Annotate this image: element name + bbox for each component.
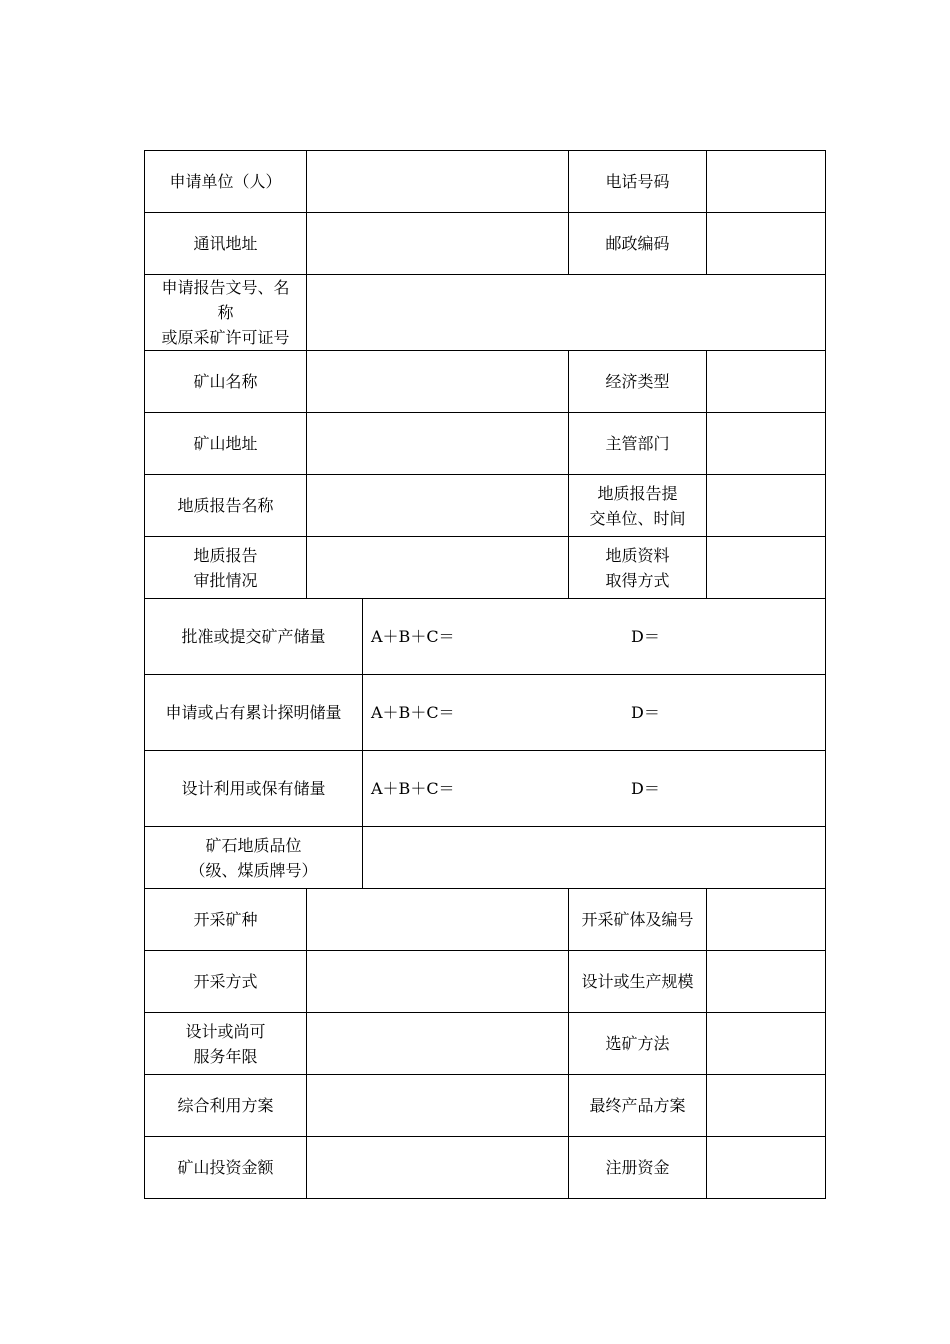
mining-application-table: [144, 150, 826, 1199]
applicant-label: 申请单位（人）: [145, 151, 307, 213]
row-investment: [145, 1137, 826, 1199]
utilization-label: 综合利用方案: [145, 1075, 307, 1137]
geo-report-name-label: 地质报告名称: [145, 475, 307, 537]
investment-label: 矿山投资金额: [145, 1137, 307, 1199]
geo-data-source-field[interactable]: [707, 537, 826, 599]
economy-type-field[interactable]: [707, 351, 826, 413]
geo-report-review-field[interactable]: [307, 537, 569, 599]
orebody-label: 开采矿体及编号: [569, 889, 707, 951]
mine-name-field[interactable]: [307, 351, 569, 413]
row-approved-reserves: [145, 599, 826, 675]
dressing-method-label: 选矿方法: [569, 1013, 707, 1075]
row-geo-report-review: [145, 537, 826, 599]
service-life-field[interactable]: [307, 1013, 569, 1075]
designed-reserves-label: 设计利用或保有储量: [145, 751, 363, 827]
approved-reserves-d: D＝: [631, 627, 660, 646]
report-doc-label: 申请报告文号、名 称 或原采矿许可证号: [145, 275, 307, 351]
row-mining-method: [145, 951, 826, 1013]
scale-field[interactable]: [707, 951, 826, 1013]
geo-report-review-label: 地质报告 审批情况: [145, 537, 307, 599]
mining-method-label: 开采方式: [145, 951, 307, 1013]
service-life-label: 设计或尚可 服务年限: [145, 1013, 307, 1075]
investment-field[interactable]: [307, 1137, 569, 1199]
final-product-field[interactable]: [707, 1075, 826, 1137]
mine-name-label: 矿山名称: [145, 351, 307, 413]
applied-reserves-field[interactable]: [363, 675, 826, 751]
applied-reserves-abc: A＋B＋C＝: [371, 703, 455, 722]
final-product-label: 最终产品方案: [569, 1075, 707, 1137]
row-mine-address: [145, 413, 826, 475]
applied-reserves-label: 申请或占有累计探明储量: [145, 675, 363, 751]
geo-report-submit-field[interactable]: [707, 475, 826, 537]
scale-label: 设计或生产规模: [569, 951, 707, 1013]
orebody-field[interactable]: [707, 889, 826, 951]
mining-method-field[interactable]: [307, 951, 569, 1013]
authority-field[interactable]: [707, 413, 826, 475]
row-report-doc: [145, 275, 826, 351]
dressing-method-field[interactable]: [707, 1013, 826, 1075]
row-designed-reserves: [145, 751, 826, 827]
row-ore-grade: [145, 827, 826, 889]
mineral-type-label: 开采矿种: [145, 889, 307, 951]
geo-report-name-field[interactable]: [307, 475, 569, 537]
address-label: 通讯地址: [145, 213, 307, 275]
report-doc-field[interactable]: [307, 275, 826, 351]
row-mineral-type: [145, 889, 826, 951]
phone-label: 电话号码: [569, 151, 707, 213]
address-field[interactable]: [307, 213, 569, 275]
economy-type-label: 经济类型: [569, 351, 707, 413]
row-applicant: [145, 151, 826, 213]
phone-field[interactable]: [707, 151, 826, 213]
row-geo-report-name: [145, 475, 826, 537]
postcode-field[interactable]: [707, 213, 826, 275]
approved-reserves-field[interactable]: [363, 599, 826, 675]
authority-label: 主管部门: [569, 413, 707, 475]
approved-reserves-abc: A＋B＋C＝: [371, 627, 455, 646]
ore-grade-label: 矿石地质品位 （级、煤质牌号）: [145, 827, 363, 889]
mine-address-field[interactable]: [307, 413, 569, 475]
row-service-life: [145, 1013, 826, 1075]
registered-capital-label: 注册资金: [569, 1137, 707, 1199]
mine-address-label: 矿山地址: [145, 413, 307, 475]
row-mine-name: [145, 351, 826, 413]
designed-reserves-field[interactable]: [363, 751, 826, 827]
designed-reserves-abc: A＋B＋C＝: [371, 779, 455, 798]
mineral-type-field[interactable]: [307, 889, 569, 951]
row-applied-reserves: [145, 675, 826, 751]
geo-data-source-label: 地质资料 取得方式: [569, 537, 707, 599]
designed-reserves-d: D＝: [631, 779, 660, 798]
utilization-field[interactable]: [307, 1075, 569, 1137]
applied-reserves-d: D＝: [631, 703, 660, 722]
row-utilization: [145, 1075, 826, 1137]
row-address: [145, 213, 826, 275]
applicant-field[interactable]: [307, 151, 569, 213]
geo-report-submit-label: 地质报告提 交单位、时间: [569, 475, 707, 537]
postcode-label: 邮政编码: [569, 213, 707, 275]
registered-capital-field[interactable]: [707, 1137, 826, 1199]
ore-grade-field[interactable]: [363, 827, 826, 889]
approved-reserves-label: 批准或提交矿产储量: [145, 599, 363, 675]
